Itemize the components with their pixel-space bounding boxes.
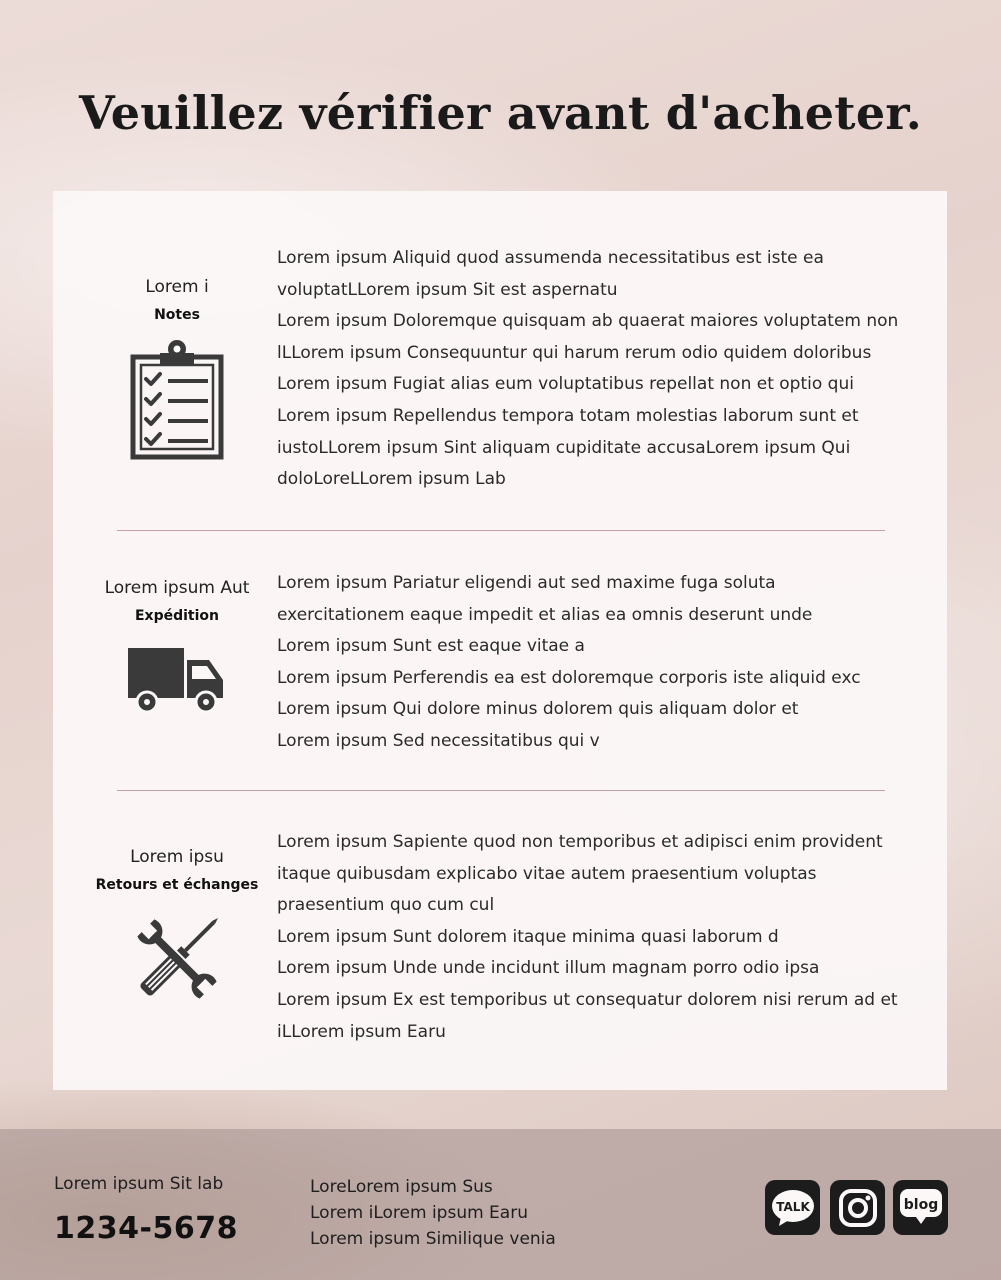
page-title: Veuillez vérifier avant d'acheter. xyxy=(78,86,923,140)
instagram-icon xyxy=(838,1188,878,1228)
text-line: Lorem ipsum Repellendus tempora totam molestias laborum sunt et xyxy=(277,405,859,426)
blog-label: blog xyxy=(903,1196,938,1213)
text-line: Lorem ipsum Sunt est eaque vitae a xyxy=(277,636,585,657)
section-divider xyxy=(117,530,885,531)
blog-icon xyxy=(898,1186,944,1230)
footer-line: Lorem iLorem ipsum Earu xyxy=(310,1203,528,1223)
section-heading: Lorem ipsu xyxy=(130,847,224,867)
section-subheading: Expédition xyxy=(134,608,219,624)
text-line: Lorem ipsum Doloremque quisquam ab quaerat maiores voluptatem non xyxy=(277,311,899,332)
text-line: Lorem ipsum Perferendis ea est doloremque corporis iste aliquid exc xyxy=(277,667,861,688)
section-text xyxy=(277,243,897,496)
text-line: Lorem ipsum Qui dolore minus dolorem quis aliquam dolor et xyxy=(277,699,799,720)
text-line: Lorem ipsum Sunt dolorem itaque minima quasi laborum d xyxy=(277,926,779,947)
text-line: Lorem ipsum Fugiat alias eum voluptatibus repellat non et optio qui xyxy=(277,374,854,395)
section-subheading: Notes xyxy=(154,307,200,323)
instagram-button[interactable] xyxy=(830,1180,885,1235)
text-line: Lorem ipsum Ex est temporibus ut consequatur dolorem nisi rerum ad et xyxy=(277,989,898,1010)
text-line: Lorem ipsum Sapiente quod non temporibus et adipisci enim provident xyxy=(277,832,883,852)
section-subheading: Retours et échanges xyxy=(95,877,259,893)
section-heading: Lorem i xyxy=(145,277,209,297)
section-text xyxy=(277,568,897,758)
talk-label: TALK xyxy=(775,1199,810,1214)
text-line: exercitationem eaque impedit et alias ea omnis deserunt unde xyxy=(277,604,813,625)
section-divider xyxy=(117,790,885,791)
text-line: Lorem ipsum Unde unde incidunt illum magnam porro odio ipsa xyxy=(277,958,820,979)
footer-line: Lorem ipsum Similique venia xyxy=(310,1229,556,1249)
footer-label: Lorem ipsum Sit lab xyxy=(54,1174,224,1194)
text-line: doloLoreLLorem ipsum Lab xyxy=(277,469,506,490)
blog-button[interactable] xyxy=(893,1180,948,1235)
footer xyxy=(0,1129,1001,1280)
text-line: Lorem ipsum Aliquid quod assumenda necessitatibus est iste ea xyxy=(277,248,824,268)
wrench-screwdriver-icon xyxy=(129,911,225,1007)
text-line: lLLorem ipsum Consequuntur qui harum rerum odio quidem doloribus xyxy=(277,342,872,363)
info-card xyxy=(53,191,947,1090)
text-line: iustoLLorem ipsum Sint aliquam cupiditate accusaLorem ipsum Qui xyxy=(277,437,851,458)
delivery-truck-icon xyxy=(128,644,226,714)
kakao-talk-button[interactable] xyxy=(765,1180,820,1235)
clipboard-checklist-icon xyxy=(130,339,224,461)
section-text xyxy=(277,827,897,1048)
text-line: Lorem ipsum Pariatur eligendi aut sed maxime fuga soluta xyxy=(277,573,776,593)
text-line: iLLorem ipsum Earu xyxy=(277,1021,446,1042)
kakao-talk-icon xyxy=(770,1187,816,1229)
section-heading: Lorem ipsum Aut xyxy=(104,578,250,598)
text-line: itaque quibusdam explicabo vitae autem praesentium voluptas xyxy=(277,863,817,884)
text-line: Lorem ipsum Sed necessitatibus qui v xyxy=(277,730,600,751)
footer-line: LoreLorem ipsum Sus xyxy=(310,1177,493,1197)
text-line: voluptatLLorem ipsum Sit est aspernatu xyxy=(277,279,618,300)
footer-info xyxy=(310,1174,556,1252)
phone-number[interactable]: 1234-5678 xyxy=(54,1211,238,1246)
text-line: praesentium quo cum cul xyxy=(277,895,495,916)
